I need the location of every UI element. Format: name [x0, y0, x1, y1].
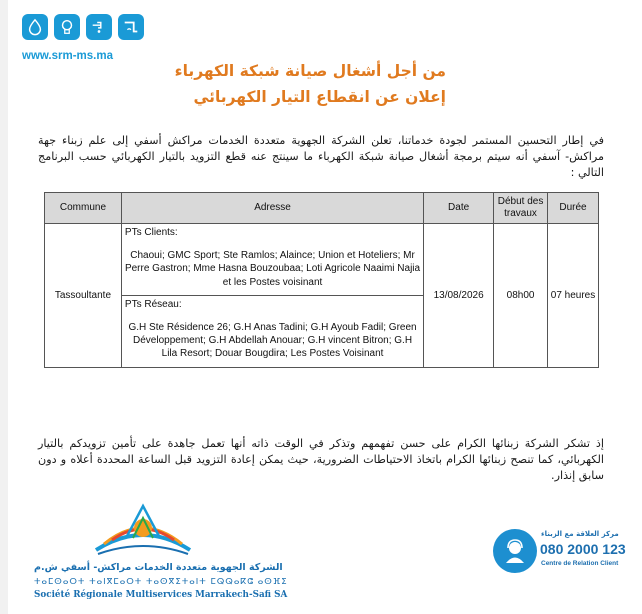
outage-schedule-table [44, 192, 599, 368]
table-header-row [45, 193, 599, 224]
site-url[interactable]: www.srm-ms.ma [22, 50, 113, 62]
wastewater-pipe-icon [118, 14, 144, 40]
cell-date: 13/08/2026 [424, 224, 494, 368]
logo-arabic-name: الشركة الجهوية متعددة الخدمات مراكش- أسفي ش.م [34, 562, 283, 573]
clients-list: Chaoui; GMC Sport; Ste Ramlos; Alaince; Union et Hoteliers; Mr Perre Gastron; Mme Hasna Bouzoubaa; Loti Agricole Naaimi Najia et les Postes voisinant [124, 250, 421, 288]
logo-french-name: Société Régionale Multiservices Marrakech-Safi SA [34, 590, 288, 600]
water-drop-icon [22, 14, 48, 40]
cell-debut: 08h00 [494, 224, 548, 368]
intro-paragraph: في إطار التحسين المستمر لجودة خدماتنا، تعلن الشركة الجهوية متعددة الخدمات مراكش أسفي إلى علم زبناء جهة مراكش- آسفي أنه سيتم برمجة أشغال صيانة شبكة الكهرباء ما سينتج عنه قطع التزويد بالتيار الكهربائي حسب البرنامج التالي : [38, 134, 604, 179]
closing-paragraph: إذ تشكر الشركة زبنائها الكرام على حسن تفهمهم وتذكر في الوقت ذاته أنها تعمل جاهدة على تأمين تزويدكم بالتيار الكهربائي، كما تنصح زبنائها الكرام باتخاذ الاحتياطات الضرورية، حيث يمكن إعادة التزويد قبل الساعة المحددة أعلاه و دون سابق إنذار. [38, 437, 604, 482]
page-edge-bar [0, 0, 8, 614]
faucet-icon [86, 14, 112, 40]
header-icons [22, 14, 144, 40]
reseau-heading: PTs Réseau: [124, 298, 182, 310]
logo-tifinagh-name: ⵜⴰⵎⵙⴰⵔⵜ ⵜⴰⵏⴳⵎⴰⵔⵜ ⵜⴰⵙⴳⵉⵜⴰⵏⵜ ⵎⵕⵕⴰⴽⵛ ⴰⵙⴼⵉ [34, 577, 288, 587]
srm-logo-icon [88, 500, 198, 560]
reseau-block [122, 295, 423, 367]
cell-adresse [121, 224, 423, 368]
reseau-list: G.H Ste Résidence 26; G.H Anas Tadini; G.H Ayoub Fadil; Green Développement; G.H Abdellah Anouar; G.H vincent Bitron; G.H Lila Resort; Douar Bougdira; Les Postes Voisinant [128, 322, 417, 360]
header-duree: Durée [548, 193, 599, 224]
customer-service-agent-icon [493, 529, 537, 573]
header-date: Date [424, 193, 494, 224]
lightbulb-icon [54, 14, 80, 40]
clients-heading: PTs Clients: [124, 227, 178, 238]
call-center-subtitle: Centre de Relation Client [541, 560, 619, 567]
title-line-2: إعلان عن انقطاع التيار الكهربائي [193, 88, 446, 106]
call-center-label: مركز العلاقة مع الزبناء [541, 530, 619, 538]
header-adresse: Adresse [121, 193, 423, 224]
clients-block [122, 224, 423, 295]
title-line-1: من أجل أشغال صيانة شبكة الكهرباء [174, 62, 446, 80]
cell-commune: Tassoultante [45, 224, 122, 368]
table-row [45, 224, 599, 368]
header-commune: Commune [45, 193, 122, 224]
cell-duree: 07 heures [548, 224, 599, 368]
header-debut: Début des travaux [494, 193, 548, 224]
call-center-number[interactable]: 080 2000 123 [540, 541, 626, 557]
